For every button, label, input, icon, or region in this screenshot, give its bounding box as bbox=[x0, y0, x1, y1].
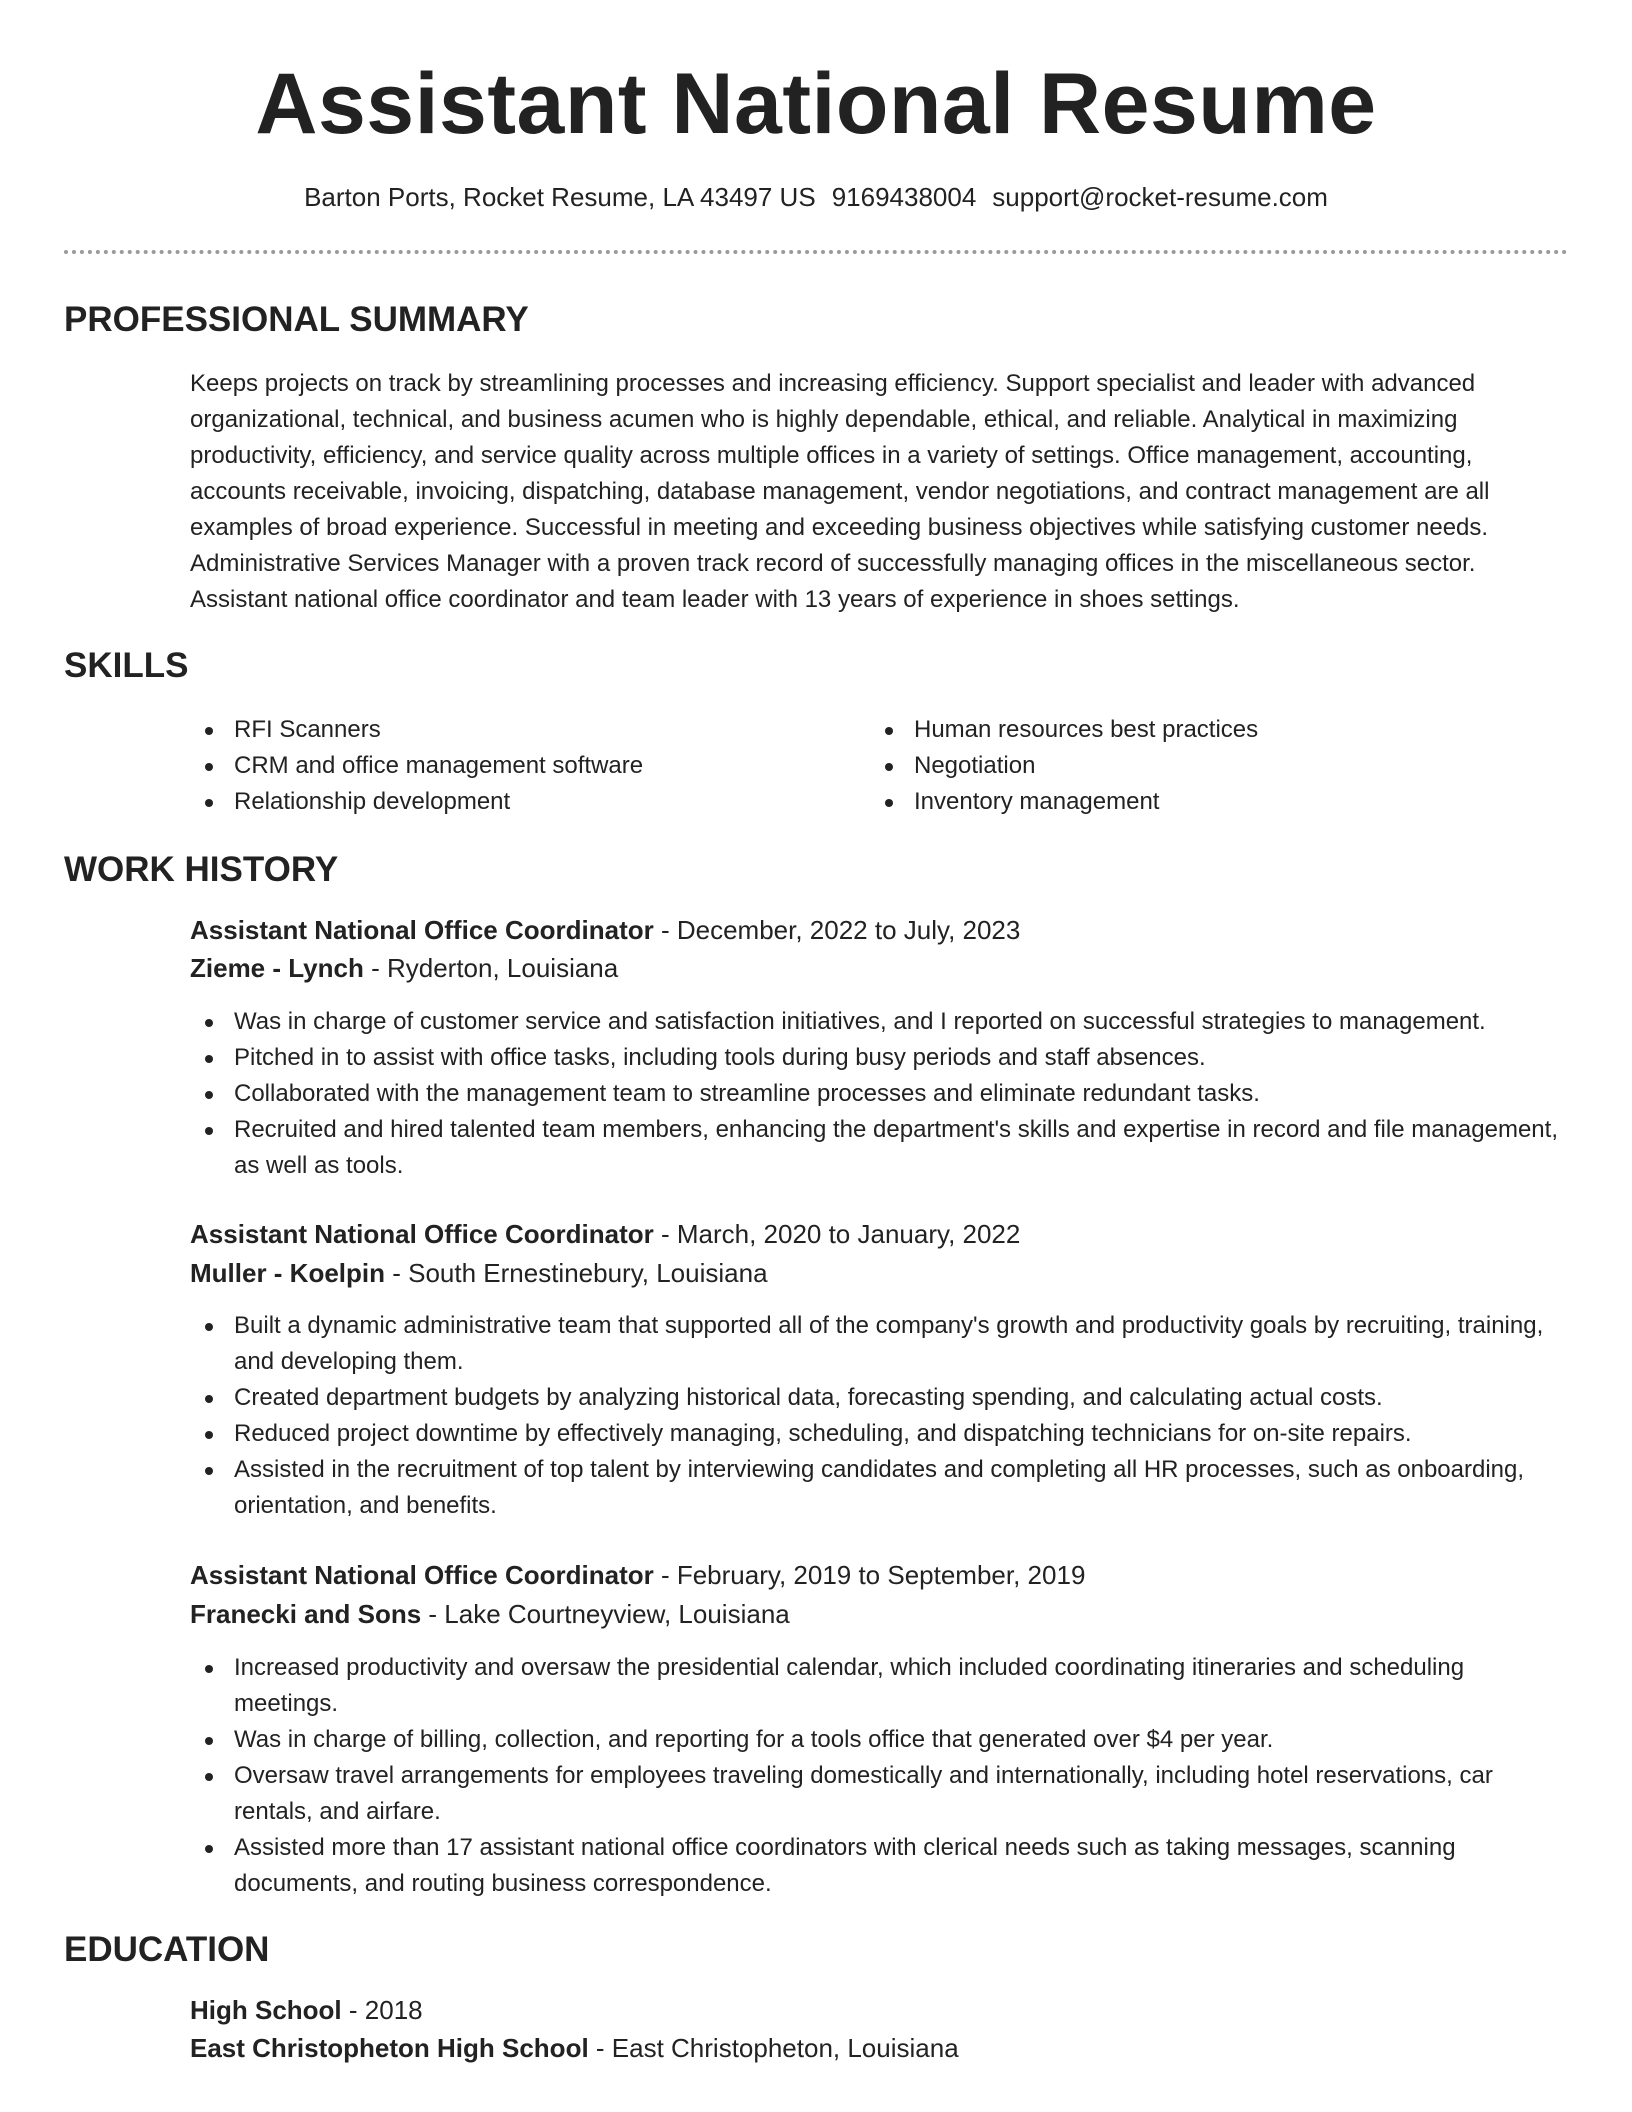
skill-item: Human resources best practices bbox=[870, 712, 1550, 748]
job-location: - Lake Courtneyview, Louisiana bbox=[421, 1599, 790, 1629]
skill-item: Relationship development bbox=[190, 784, 870, 820]
job-company: Muller - Koelpin bbox=[190, 1258, 385, 1288]
skills-column-left bbox=[190, 712, 870, 820]
job-bullet: Built a dynamic administrative team that supported all of the company's growth and productivity goals by recruiting, training, and developing them. bbox=[190, 1308, 1570, 1380]
job-company-line bbox=[190, 1254, 768, 1292]
job-bullet: Was in charge of billing, collection, and reporting for a tools office that generated over $4 per year. bbox=[190, 1722, 1570, 1758]
job-bullet: Pitched in to assist with office tasks, including tools during busy periods and staff absences. bbox=[190, 1040, 1570, 1076]
job-title-line bbox=[190, 911, 1020, 949]
education-degree: High School bbox=[190, 1995, 342, 2025]
summary-text: Keeps projects on track by streamlining processes and increasing efficiency. Support specialist and leader with advanced organizational, technical, and business acumen who is highly dependable, ethical, and reliable. Analytical in maximizing productivity, efficiency, and service quality across multiple offices in a variety of settings. Office management, accounting, accounts receivable, invoicing, dispatching, database management, vendor negotiations, and contract management are all examples of broad experience. Successful in meeting and exceeding business objectives while satisfying customer needs. Administrative Services Manager with a proven track record of successfully managing offices in the miscellaneous sector. Assistant national office coordinator and team leader with 13 years of experience in shoes settings. bbox=[190, 370, 1490, 613]
job-bullets bbox=[190, 1004, 1570, 1184]
job-location: - South Ernestinebury, Louisiana bbox=[385, 1258, 768, 1288]
job-bullet: Created department budgets by analyzing historical data, forecasting spending, and calculating actual costs. bbox=[190, 1380, 1570, 1416]
contact-phone: 9169438004 bbox=[831, 182, 977, 212]
job-bullet: Was in charge of customer service and satisfaction initiatives, and I reported on successful strategies to management. bbox=[190, 1004, 1570, 1040]
job-bullets bbox=[190, 1308, 1570, 1524]
education-heading: EDUCATION bbox=[64, 1930, 270, 1969]
education-school: East Christopheton High School bbox=[190, 2033, 589, 2063]
skills-column-right bbox=[870, 712, 1550, 820]
contact-address: Barton Ports, Rocket Resume, LA 43497 US bbox=[304, 182, 816, 212]
job-role: Assistant National Office Coordinator bbox=[190, 1219, 654, 1249]
job-bullet: Assisted more than 17 assistant national office coordinators with clerical needs such as taking messages, scanning documents, and routing business correspondence. bbox=[190, 1830, 1570, 1902]
job-company-line bbox=[190, 1595, 790, 1633]
job-bullet: Assisted in the recruitment of top talent by interviewing candidates and completing all HR processes, such as onboarding, orientation, and benefits. bbox=[190, 1452, 1570, 1524]
job-dates: - December, 2022 to July, 2023 bbox=[653, 915, 1021, 945]
education-year: - 2018 bbox=[341, 1995, 423, 2025]
work-history-heading: WORK HISTORY bbox=[64, 850, 339, 889]
job-role: Assistant National Office Coordinator bbox=[190, 915, 654, 945]
job-title-line bbox=[190, 1215, 1020, 1253]
education-location: - East Christopheton, Louisiana bbox=[588, 2033, 959, 2063]
education-degree-line bbox=[190, 1991, 423, 2029]
skill-item: Inventory management bbox=[870, 784, 1550, 820]
job-title-line bbox=[190, 1556, 1085, 1594]
skills-list bbox=[190, 712, 1560, 820]
job-company-line bbox=[190, 949, 618, 987]
skill-item: CRM and office management software bbox=[190, 748, 870, 784]
job-dates: - February, 2019 to September, 2019 bbox=[653, 1560, 1086, 1590]
job-bullet: Oversaw travel arrangements for employees traveling domestically and internationally, including hotel reservations, car rentals, and airfare. bbox=[190, 1758, 1570, 1830]
job-bullet: Collaborated with the management team to streamline processes and eliminate redundant tasks. bbox=[190, 1076, 1570, 1112]
job-dates: - March, 2020 to January, 2022 bbox=[653, 1219, 1021, 1249]
job-bullet: Increased productivity and oversaw the presidential calendar, which included coordinating itineraries and scheduling meetings. bbox=[190, 1650, 1570, 1722]
education-school-line bbox=[190, 2029, 959, 2067]
contact-line bbox=[0, 182, 1632, 213]
job-company: Zieme - Lynch bbox=[190, 953, 364, 983]
job-bullet: Recruited and hired talented team members, enhancing the department's skills and expertise in record and file management, as well as tools. bbox=[190, 1112, 1570, 1184]
job-role: Assistant National Office Coordinator bbox=[190, 1560, 654, 1590]
job-bullet: Reduced project downtime by effectively managing, scheduling, and dispatching technicians for on-site repairs. bbox=[190, 1416, 1570, 1452]
skill-item: RFI Scanners bbox=[190, 712, 870, 748]
job-location: - Ryderton, Louisiana bbox=[363, 953, 619, 983]
summary-heading: PROFESSIONAL SUMMARY bbox=[64, 300, 529, 339]
job-company: Franecki and Sons bbox=[190, 1599, 422, 1629]
skill-item: Negotiation bbox=[870, 748, 1550, 784]
contact-email: support@rocket-resume.com bbox=[992, 182, 1328, 212]
resume-title: Assistant National Resume bbox=[255, 56, 1377, 152]
skills-heading: SKILLS bbox=[64, 646, 189, 685]
header-divider bbox=[64, 250, 1568, 254]
job-bullets bbox=[190, 1650, 1570, 1902]
